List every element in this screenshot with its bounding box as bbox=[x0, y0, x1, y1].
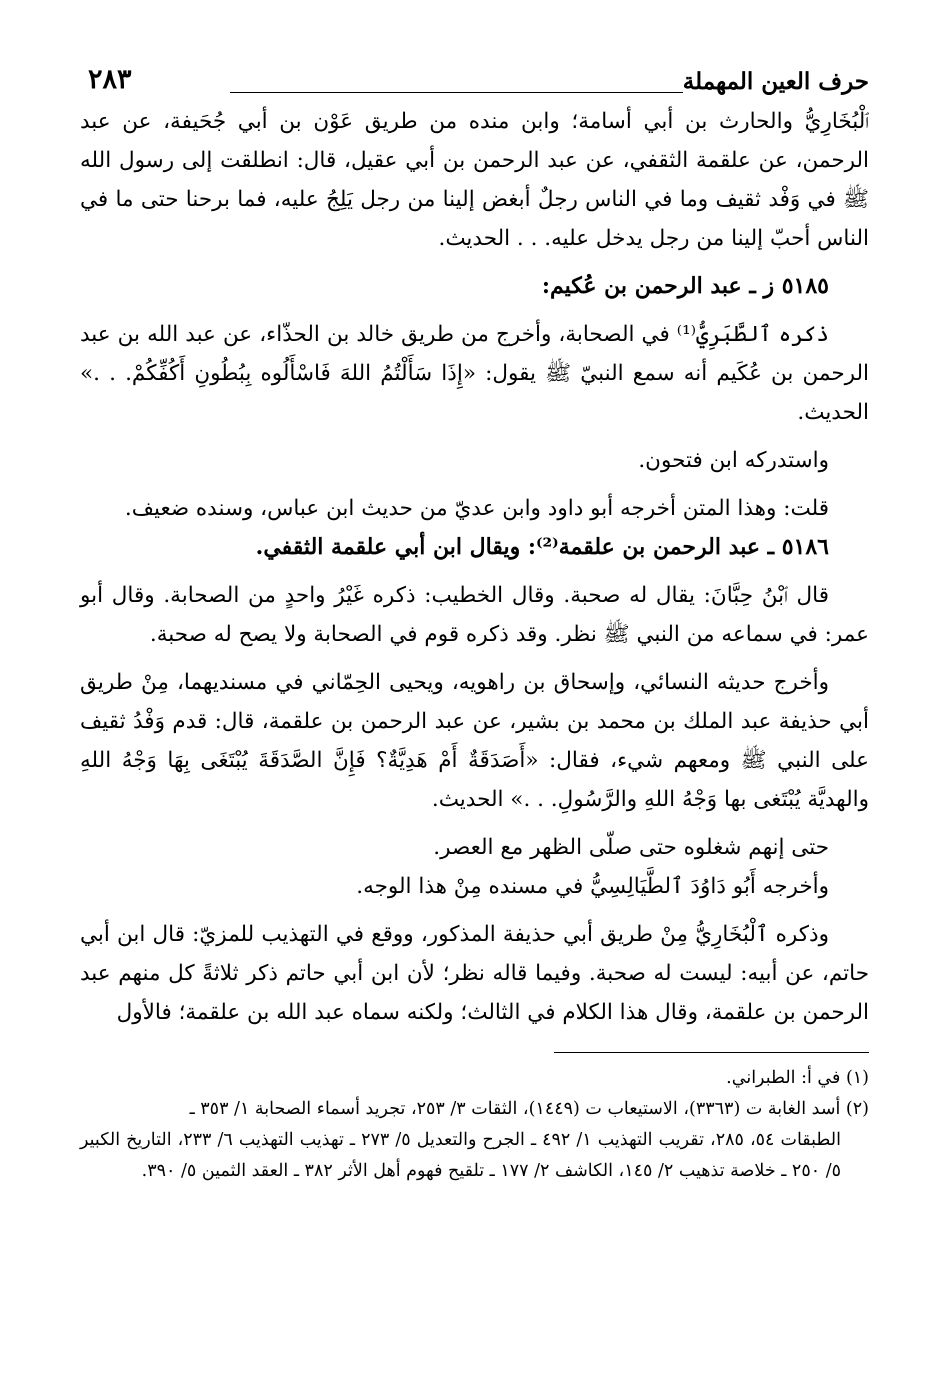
paragraph-shaghaluhu: حتى إنهم شغلوه حتى صلّى الظهر مع العصر. bbox=[433, 835, 829, 860]
paragraph-fathun: واستدركه ابن فتحون. bbox=[638, 448, 829, 473]
footnotes bbox=[80, 1063, 869, 1187]
entry-heading-5185: ٥١٨٥ ز ـ عبد الرحمن بن عُكيم: bbox=[541, 273, 829, 299]
page-header bbox=[80, 58, 869, 102]
paragraph-ibn-hibban: قال ٱبْنُ حِبَّانَ: يقال له صحبة. وقال الخطيب: ذكره غَيْرُ واحدٍ من الصحابة. وقال أبو عمر: في سماعه من النبي ﷺ نظر. وقد ذكره قوم في الصحابة ولا يصح له صحبة. bbox=[80, 583, 869, 647]
paragraph-bukhari: وذكره ٱلْبُخَارِيُّ مِنْ طريق أبي حذيفة المذكور، ووقع في التهذيب للمزيّ: قال ابن أبي حاتم، عن أبيه: ليست له صحبة. وفيما قاله نظر؛ لأن ابن أبي حاتم ذكر ثلاثةً كل منهم عبد الرحمن بن علقمة، وقال هذا الكلام في الثالث؛ ولكنه سماه عبد الله بن علقمة؛ فالأول bbox=[80, 922, 869, 1025]
paragraph-nasai: وأخرج حديثه النسائي، وإسحاق بن راهويه، ويحيى الحِمّاني في مسنديهما، مِنْ طريق أبي حذيفة عبد الملك بن محمد بن بشير، عن عبد الرحمن بن علقمة، قال: قدم وَفْدُ ثقيف على النبي ﷺ ومعهم شيء، فقال: «أَصَدَقَةٌ أَمْ هَدِيَّةٌ؟ فَإِنَّ الصَّدَقَةَ يُبْتَغَى بِهَا وَجْهُ اللهِ والهديَّة يُبْتَغى بها وَجْهُ اللهِ والرَّسُولِ. . .» الحديث. bbox=[80, 670, 869, 812]
footnote-separator bbox=[554, 1052, 869, 1053]
footnote-2-continuation: الطبقات ٥٤، ٢٨٥، تقريب التهذيب ١/ ٤٩٢ ـ الجرح والتعديل ٥/ ٢٧٣ ـ تهذيب التهذيب ٦/ ٢٣٣، التاريخ الكبير ٥/ ٢٥٠ ـ خلاصة تذهيب ٢/ ١٤٥، الكاشف ٢/ ١٧٧ ـ تلقيح فهوم أهل الأثر ٣٨٢ ـ العقد الثمين ٥/ ٣٩٠. bbox=[80, 1130, 841, 1181]
running-title: حرف العين المهملة bbox=[682, 68, 869, 95]
paragraph-qultu: قلت: وهذا المتن أخرجه أبو داود وابن عديّ من حديث ابن عباس، وسنده ضعيف. bbox=[124, 496, 829, 521]
footnote-1: (١) في أ: الطبراني. bbox=[726, 1068, 869, 1088]
page-number: ٢٨٣ bbox=[88, 64, 132, 95]
main-text bbox=[80, 102, 869, 1032]
header-rule bbox=[230, 92, 683, 93]
paragraph-tabari: ذكره ٱلطَّبَرِيُّ⁽¹⁾ في الصحابة، وأخرج من طريق خالد بن الحذّاء، عن عبد الله بن عبد الرحمن بن عُكَيم أنه سمع النبيّ ﷺ يقول: «إِذَا سَأَلْتُمُ اللهَ فَاسْأَلُوه بِبُطُونِ أَكُفِّكُمْ. . .» الحديث. bbox=[80, 322, 869, 425]
paragraph-tayalisi: وأخرجه أَبُو دَاوُدَ ٱلطَّيَالِسِيُّ في مسنده مِنْ هذا الوجه. bbox=[356, 874, 829, 899]
paragraph-continuation: ٱلْبُخَارِيُّ والحارث بن أبي أسامة؛ وابن منده من طريق عَوْن بن أبي جُحَيفة، عن عبد الرحمن، عن علقمة الثقفي، عن عبد الرحمن بن أبي عقيل، قال: انطلقت إلى رسول الله ﷺ في وَفْد ثقيف وما في الناس رجلٌ أبغض إلينا من رجل يَلِجُ عليه، فما برحنا حتى ما في الناس أحبّ إلينا من رجل يدخل عليه. . . الحديث. bbox=[80, 109, 869, 251]
entry-heading-5186: ٥١٨٦ ـ عبد الرحمن بن علقمة⁽²⁾: ويقال ابن أبي علقمة الثقفي. bbox=[255, 534, 829, 560]
footnote-2: (٢) أسد الغابة ت (٣٣٦٣)، الاستيعاب ت (١٤٤٩)، الثقات ٣/ ٢٥٣، تجريد أسماء الصحابة ١/ ٣٥٣ ـ bbox=[189, 1099, 869, 1119]
